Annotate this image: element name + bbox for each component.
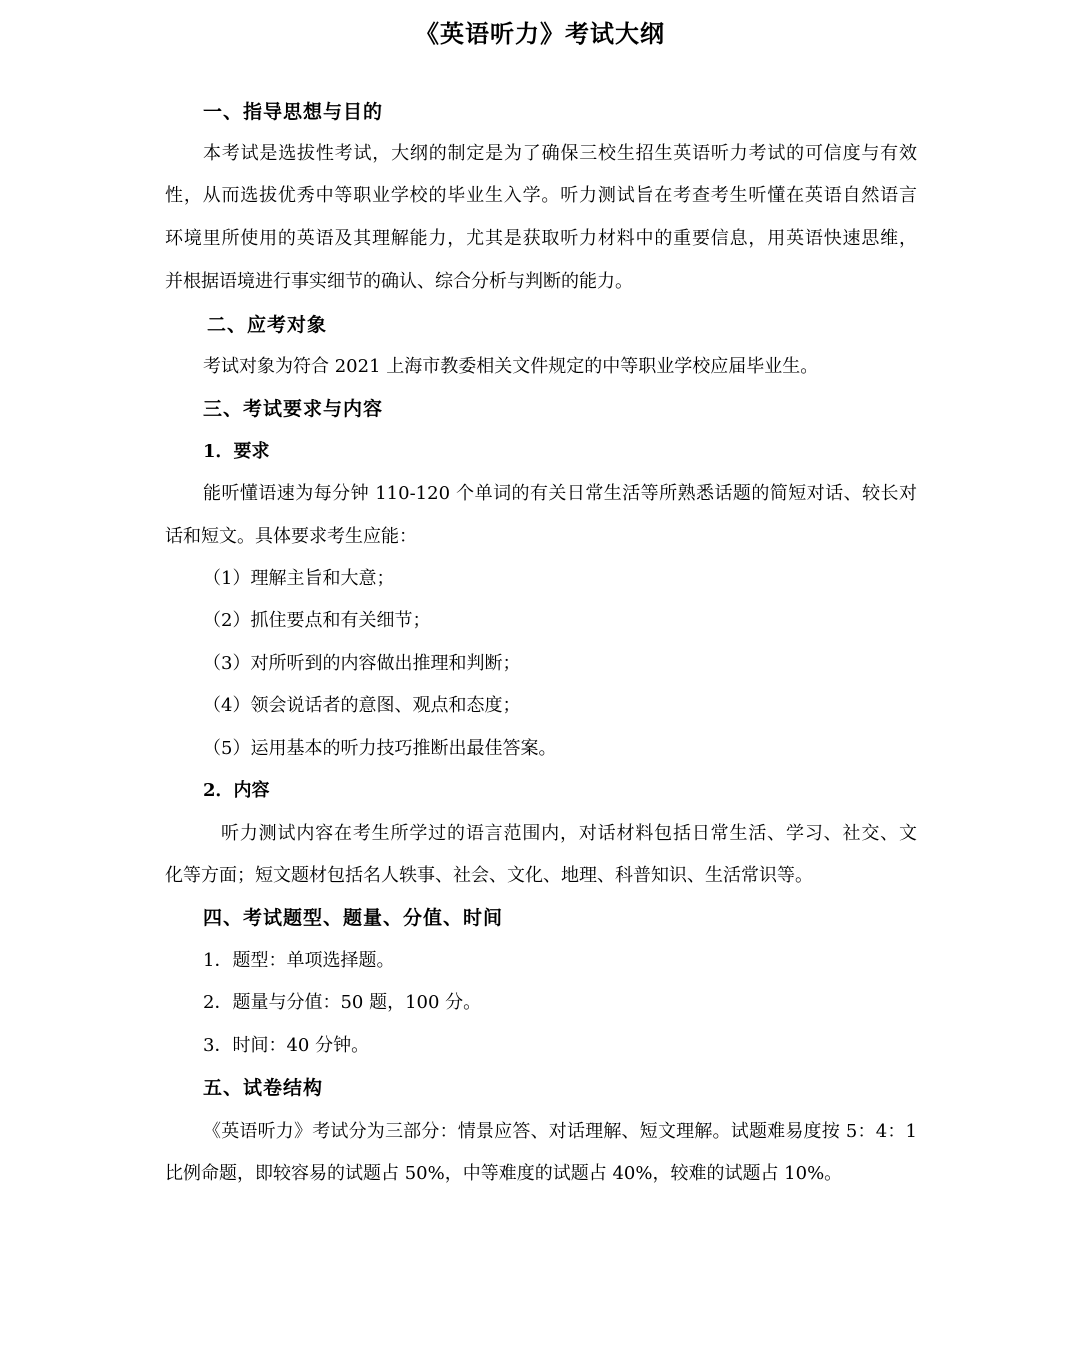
section-heading-3: 三、考试要求与内容 xyxy=(203,398,384,420)
section-heading-4: 四、考试题型、题量、分值、时间 xyxy=(203,907,504,929)
list-item: 2．题量与分值：50 题，100 分。 xyxy=(203,992,482,1013)
paragraph-line: 能听懂语速为每分钟 110-120 个单词的有关日常生活等所熟悉话题的简短对话、较长对 xyxy=(203,483,917,504)
paragraph-line: 考试对象为符合 2021 上海市教委相关文件规定的中等职业学校应届毕业生。 xyxy=(203,356,819,377)
document-title: 《英语听力》考试大纲 xyxy=(415,19,665,48)
list-item: 1．题型：单项选择题。 xyxy=(203,950,395,971)
list-item: （4）领会说话者的意图、观点和态度； xyxy=(203,695,521,716)
paragraph-line: 并根据语境进行事实细节的确认、综合分析与判断的能力。 xyxy=(165,271,633,292)
list-item: （5）运用基本的听力技巧推断出最佳答案。 xyxy=(203,738,557,759)
list-item: （1）理解主旨和大意； xyxy=(203,568,395,589)
paragraph-line: 化等方面；短文题材包括名人轶事、社会、文化、地理、科普知识、生活常识等。 xyxy=(165,865,813,886)
paragraph-line: 环境里所使用的英语及其理解能力，尤其是获取听力材料中的重要信息，用英语快速思维， xyxy=(165,228,917,249)
paragraph-line: 话和短文。具体要求考生应能： xyxy=(165,526,417,547)
list-item: 3．时间：40 分钟。 xyxy=(203,1035,370,1056)
paragraph-line: 性，从而选拔优秀中等职业学校的毕业生入学。听力测试旨在考查考生听懂在英语自然语言 xyxy=(165,185,917,206)
paragraph-line: 比例命题，即较容易的试题占 50%，中等难度的试题占 40%，较难的试题占 10%。 xyxy=(165,1163,843,1184)
list-item: （2）抓住要点和有关细节； xyxy=(203,610,431,631)
section-heading-2: 二、应考对象 xyxy=(207,314,328,336)
paragraph-line: 听力测试内容在考生所学过的语言范围内，对话材料包括日常生活、学习、社交、文 xyxy=(221,823,917,844)
subheading-requirements: 1．要求 xyxy=(203,441,270,462)
list-item: （3）对所听到的内容做出推理和判断； xyxy=(203,653,521,674)
paragraph-line: 《英语听力》考试分为三部分：情景应答、对话理解、短文理解。试题难易度按 5：4：1 xyxy=(203,1121,917,1142)
subheading-content: 2．内容 xyxy=(203,780,270,801)
paragraph-line: 本考试是选拔性考试，大纲的制定是为了确保三校生招生英语听力考试的可信度与有效 xyxy=(203,143,917,164)
section-heading-5: 五、试卷结构 xyxy=(203,1077,324,1099)
section-heading-1: 一、指导思想与目的 xyxy=(203,101,384,123)
